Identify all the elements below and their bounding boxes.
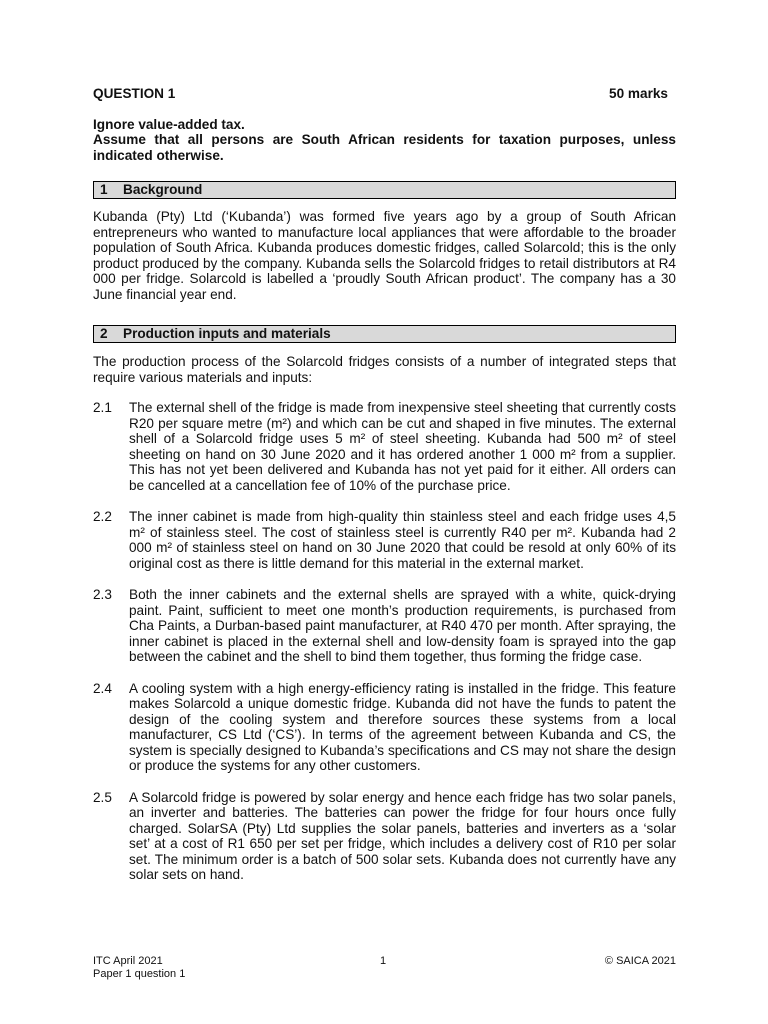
footer-exam: ITC April 2021 xyxy=(93,955,163,967)
document-page xyxy=(93,86,676,883)
item-text: The inner cabinet is made from high-quality thin stainless steel and each fridge uses 4,5 m² of stainless steel. The cost of stainless steel is currently R40 per m². Kubanda had 2 000 m² of stainless steel on hand on 30 June 2020 that could be resold at only 60% of its original cost as there is little demand for this material in the external market. xyxy=(129,509,676,571)
item-number: 2.1 xyxy=(93,400,112,415)
item-text: The external shell of the fridge is made from inexpensive steel sheeting that currently costs R20 per square metre (m²) and which can be cut and shaped in five minutes. The external shell of a Solarcold fridge uses 5 m² of steel sheeting. Kubanda had 500 m² of steel sheeting on hand on 30 June 2020 and it has ordered another 1 000 m² from a supplier. This has not yet been delivered and Kubanda has not yet paid for it either. All orders can be cancelled at a cancellation fee of 10% of the purchase price. xyxy=(129,400,676,493)
item-text: A cooling system with a high energy-efficiency rating is installed in the fridge. This feature makes Solarcold a unique domestic fridge. Kubanda did not have the funds to patent the design of the cooling system and therefore sources these systems from a local manufacturer, CS Ltd (‘CS’). In terms of the agreement between Kubanda and CS, the system is specially designed to Kubanda’s specifications and CS may not share the design or produce the systems for any other customers. xyxy=(129,680,676,773)
question-title: QUESTION 1 xyxy=(93,86,176,101)
section-number: 1 xyxy=(100,182,108,197)
instruction-vat: Ignore value-added tax. xyxy=(93,116,245,132)
section-number: 2 xyxy=(100,326,108,341)
section-title: Background xyxy=(123,182,203,197)
item-text: Both the inner cabinets and the external shells are sprayed with a white, quick-drying paint. Paint, sufficient to meet one month’s production requirements, is purchased from Cha Paints, a Durban-based paint manufacturer, at R40 470 per month. After spraying, the inner cabinet is placed in the external shell and low-density foam is sprayed into the gap between the cabinet and the shell to bind them together, thus forming the fridge case. xyxy=(129,587,676,664)
background-paragraph: Kubanda (Pty) Ltd (‘Kubanda’) was formed five years ago by a group of South African entrepreneurs who wanted to manufacture local appliances that were affordable to the broader population of South Africa. Kubanda produces domestic fridges, called Solarcold; this is the only product produced by the company. Kubanda sells the Solarcold fridges to retail distributors at R4 000 per fridge. Solarcold is labelled a ‘proudly South African product’. The company has a 30 June financial year end. xyxy=(93,209,676,302)
item-text: A Solarcold fridge is powered by solar energy and hence each fridge has two solar panels, an inverter and batteries. The batteries can power the fridge for four hours once fully charged. SolarSA (Pty) Ltd supplies the solar panels, batteries and inverters as a ‘solar set’ at a cost of R1 650 per set per fridge, which includes a delivery cost of R10 per solar set. The minimum order is a batch of 500 solar sets. Kubanda does not currently have any solar sets on hand. xyxy=(129,789,676,882)
page-number: 1 xyxy=(380,955,387,967)
instruction-residents: Assume that all persons are South African residents for taxation purposes, unless indicated otherwise. xyxy=(93,132,676,163)
item-number: 2.2 xyxy=(93,509,112,524)
list-item xyxy=(93,509,676,571)
list-item xyxy=(93,400,676,493)
footer-copyright: © SAICA 2021 xyxy=(604,955,676,967)
item-number: 2.3 xyxy=(93,587,112,602)
item-number: 2.5 xyxy=(93,789,112,805)
item-number: 2.4 xyxy=(93,680,112,696)
list-item xyxy=(93,587,676,665)
question-marks: 50 marks xyxy=(609,86,668,101)
question-header xyxy=(93,86,676,102)
list-item xyxy=(93,790,676,883)
section-title: Production inputs and materials xyxy=(123,326,331,341)
section-heading-background xyxy=(93,181,676,199)
list-item xyxy=(93,681,676,774)
footer-left xyxy=(93,955,185,981)
footer-paper: Paper 1 question 1 xyxy=(93,968,186,980)
production-intro: The production process of the Solarcold fridges consists of a number of integrated steps that require various materials and inputs: xyxy=(93,354,676,385)
section-heading-production xyxy=(93,325,676,343)
